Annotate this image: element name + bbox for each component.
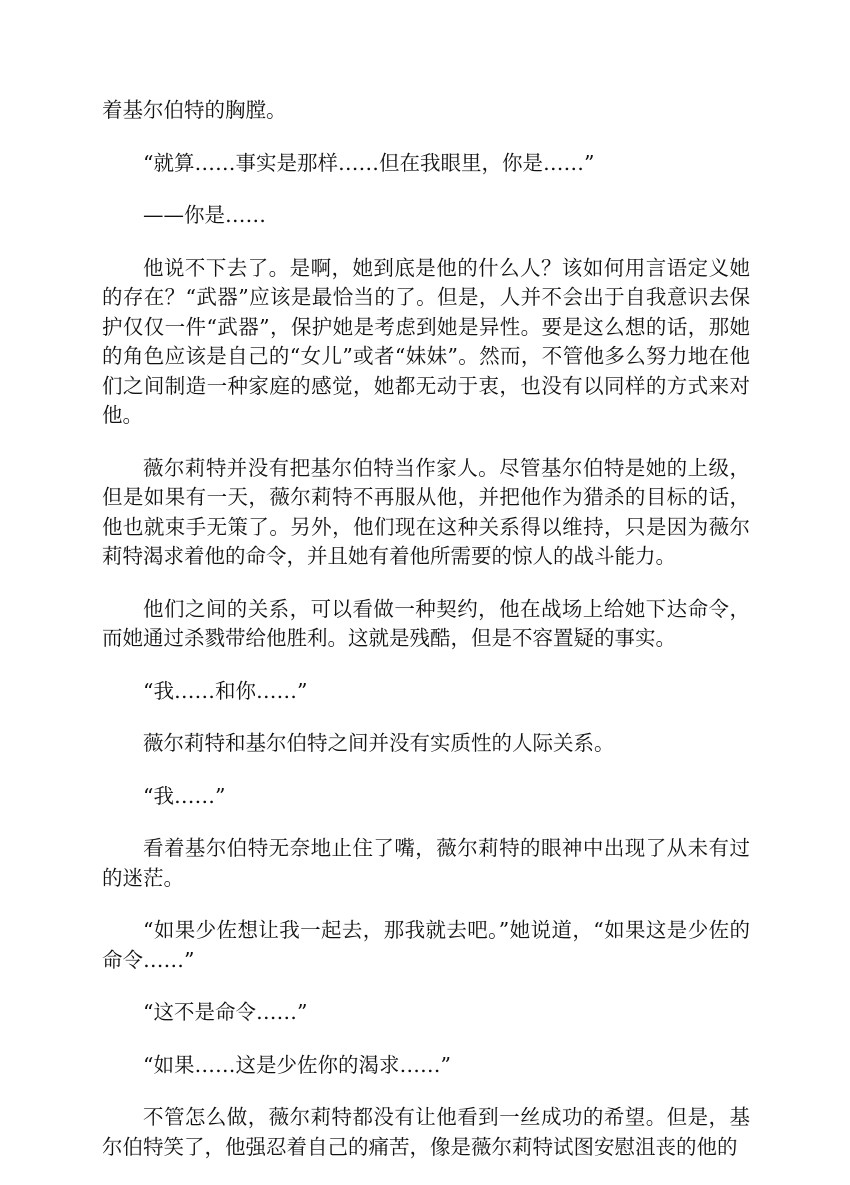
paragraph-12: “这不是命令……”	[143, 1000, 308, 1024]
paragraph-9: “我……”	[143, 783, 226, 808]
paragraph-14: 不管怎么做，薇尔莉特都没有让他看到一丝成功的希望。但是，基尔伯特笑了，他强忍着自己的痛苦，像是薇尔莉特试图安慰沮丧的他的	[102, 1105, 750, 1159]
paragraph-11: “如果少佐想让我一起去，那我就去吧。”她说道，“如果这是少佐的命令……”	[102, 918, 750, 972]
paragraph-2: “就算……事实是那样……但在我眼里，你是……”	[143, 150, 595, 175]
paragraph-6: 他们之间的关系，可以看做一种契约，他在战场上给她下达命令，而她通过杀戮带给他胜利。这就是残酷，但是不容置疑的事实。	[102, 596, 750, 650]
document-page	[102, 96, 750, 1185]
paragraph-4: 他说不下去了。是啊，她到底是他的什么人？该如何用言语定义她的存在？“武器”应该是最恰当的了。但是，人并不会出于自我意识去保护仅仅一件“武器”，保护她是考虑到她是异性。要是这么想的话，那她的角色应该是自己的“女儿”或者“妹妹”。然而，不管他多么努力地在他们之间制造一种家庭的感觉，她都无动于衷，也没有以同样的方式来对他。	[102, 255, 750, 427]
paragraph-1: 着基尔伯特的胸膛。	[102, 98, 287, 122]
paragraph-5: 薇尔莉特并没有把基尔伯特当作家人。尽管基尔伯特是她的上级，但是如果有一天，薇尔莉特不再服从他，并把他作为猎杀的目标的话，他也就束手无策了。另外，他们现在这种关系得以维持，只是因为薇尔莉特渴求着他的命令，并且她有着他所需要的惊人的战斗能力。	[102, 455, 750, 568]
paragraph-8: 薇尔莉特和基尔伯特之间并没有实质性的人际关系。	[143, 731, 615, 755]
paragraph-7: “我……和你……”	[143, 678, 308, 703]
paragraph-13: “如果……这是少佐你的渴求……”	[143, 1052, 451, 1077]
paragraph-3: ——你是……	[143, 203, 266, 227]
paragraph-10: 看着基尔伯特无奈地止住了嘴，薇尔莉特的眼神中出现了从未有过的迷茫。	[102, 836, 750, 890]
